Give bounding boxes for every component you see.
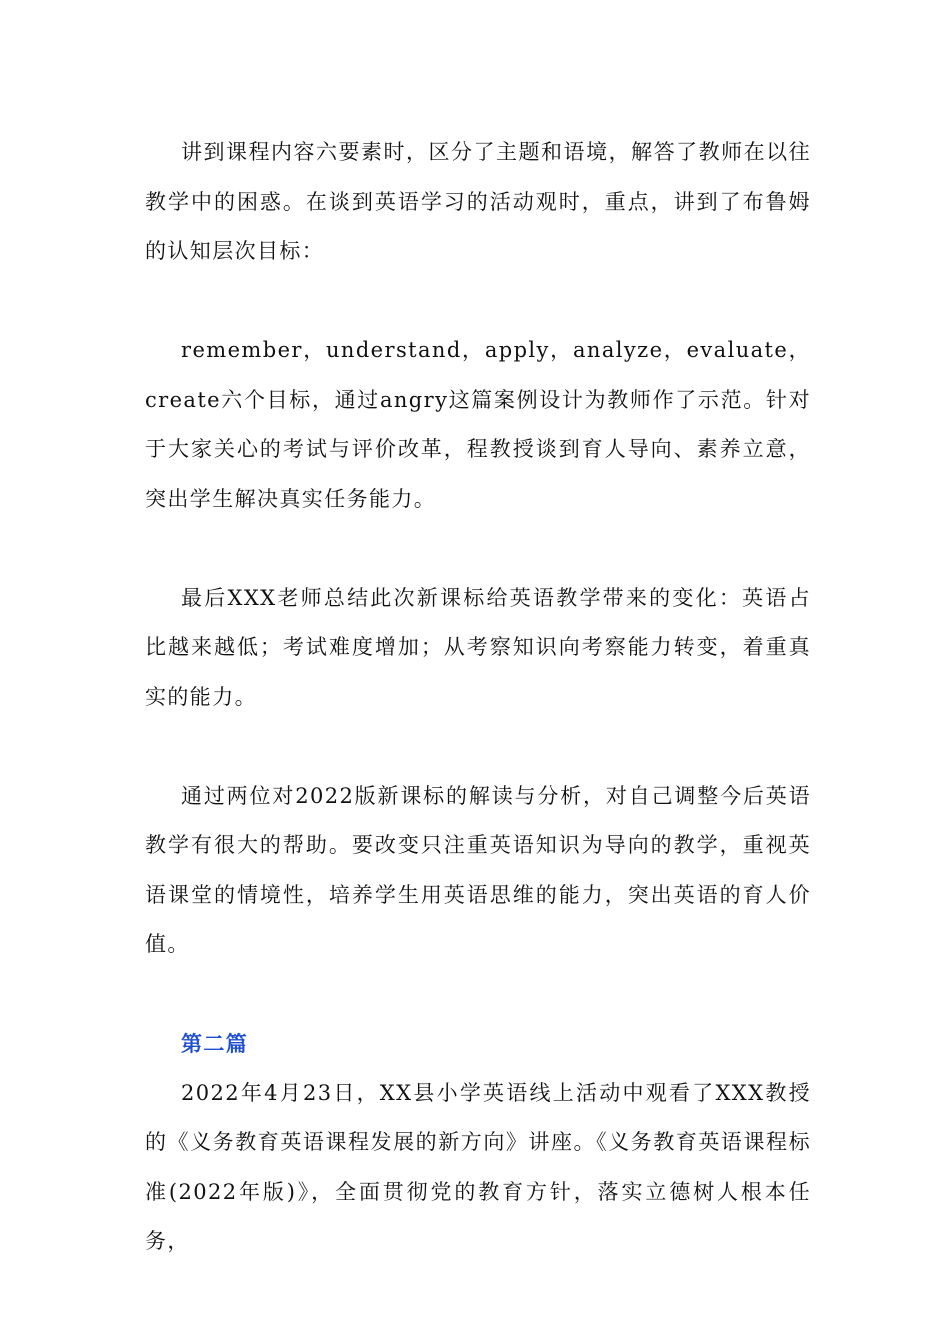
section-heading: 第二篇 xyxy=(181,1031,249,1056)
paragraph-course-content: 讲到课程内容六要素时，区分了主题和语境，解答了教师在以往教学中的困惑。在谈到英语学习的活动观时，重点，讲到了布鲁姆的认知层次目标： xyxy=(145,140,811,263)
paragraph-reflection: 通过两位对2022版新课标的解读与分析，对自己调整今后英语教学有很大的帮助。要改变只注重英语知识为导向的教学，重视英语课堂的情境性，培养学生用英语思维的能力，突出英语的育人价值。 xyxy=(145,783,811,956)
paragraph-bloom-goals: remember，understand，apply，analyze，evaluate，create六个目标，通过angry这篇案例设计为教师作了示范。针对于大家关心的考试与评价改革，程教授谈到育人导向、素养立意，突出学生解决真实任务能力。 xyxy=(145,338,811,511)
paragraph-teacher-summary: 最后XXX老师总结此次新课标给英语教学带来的变化：英语占比越来越低；考试难度增加；从考察知识向考察能力转变，着重真实的能力。 xyxy=(145,585,811,709)
paragraph-lecture-intro: 2022年4月23日，XX县小学英语线上活动中观看了XXX教授的《义务教育英语课程发展的新方向》讲座。《义务教育英语课程标准(2022年版)》，全面贯彻党的教育方针，落实立德树人根本任务， xyxy=(145,1080,811,1253)
document-body xyxy=(145,128,811,1267)
